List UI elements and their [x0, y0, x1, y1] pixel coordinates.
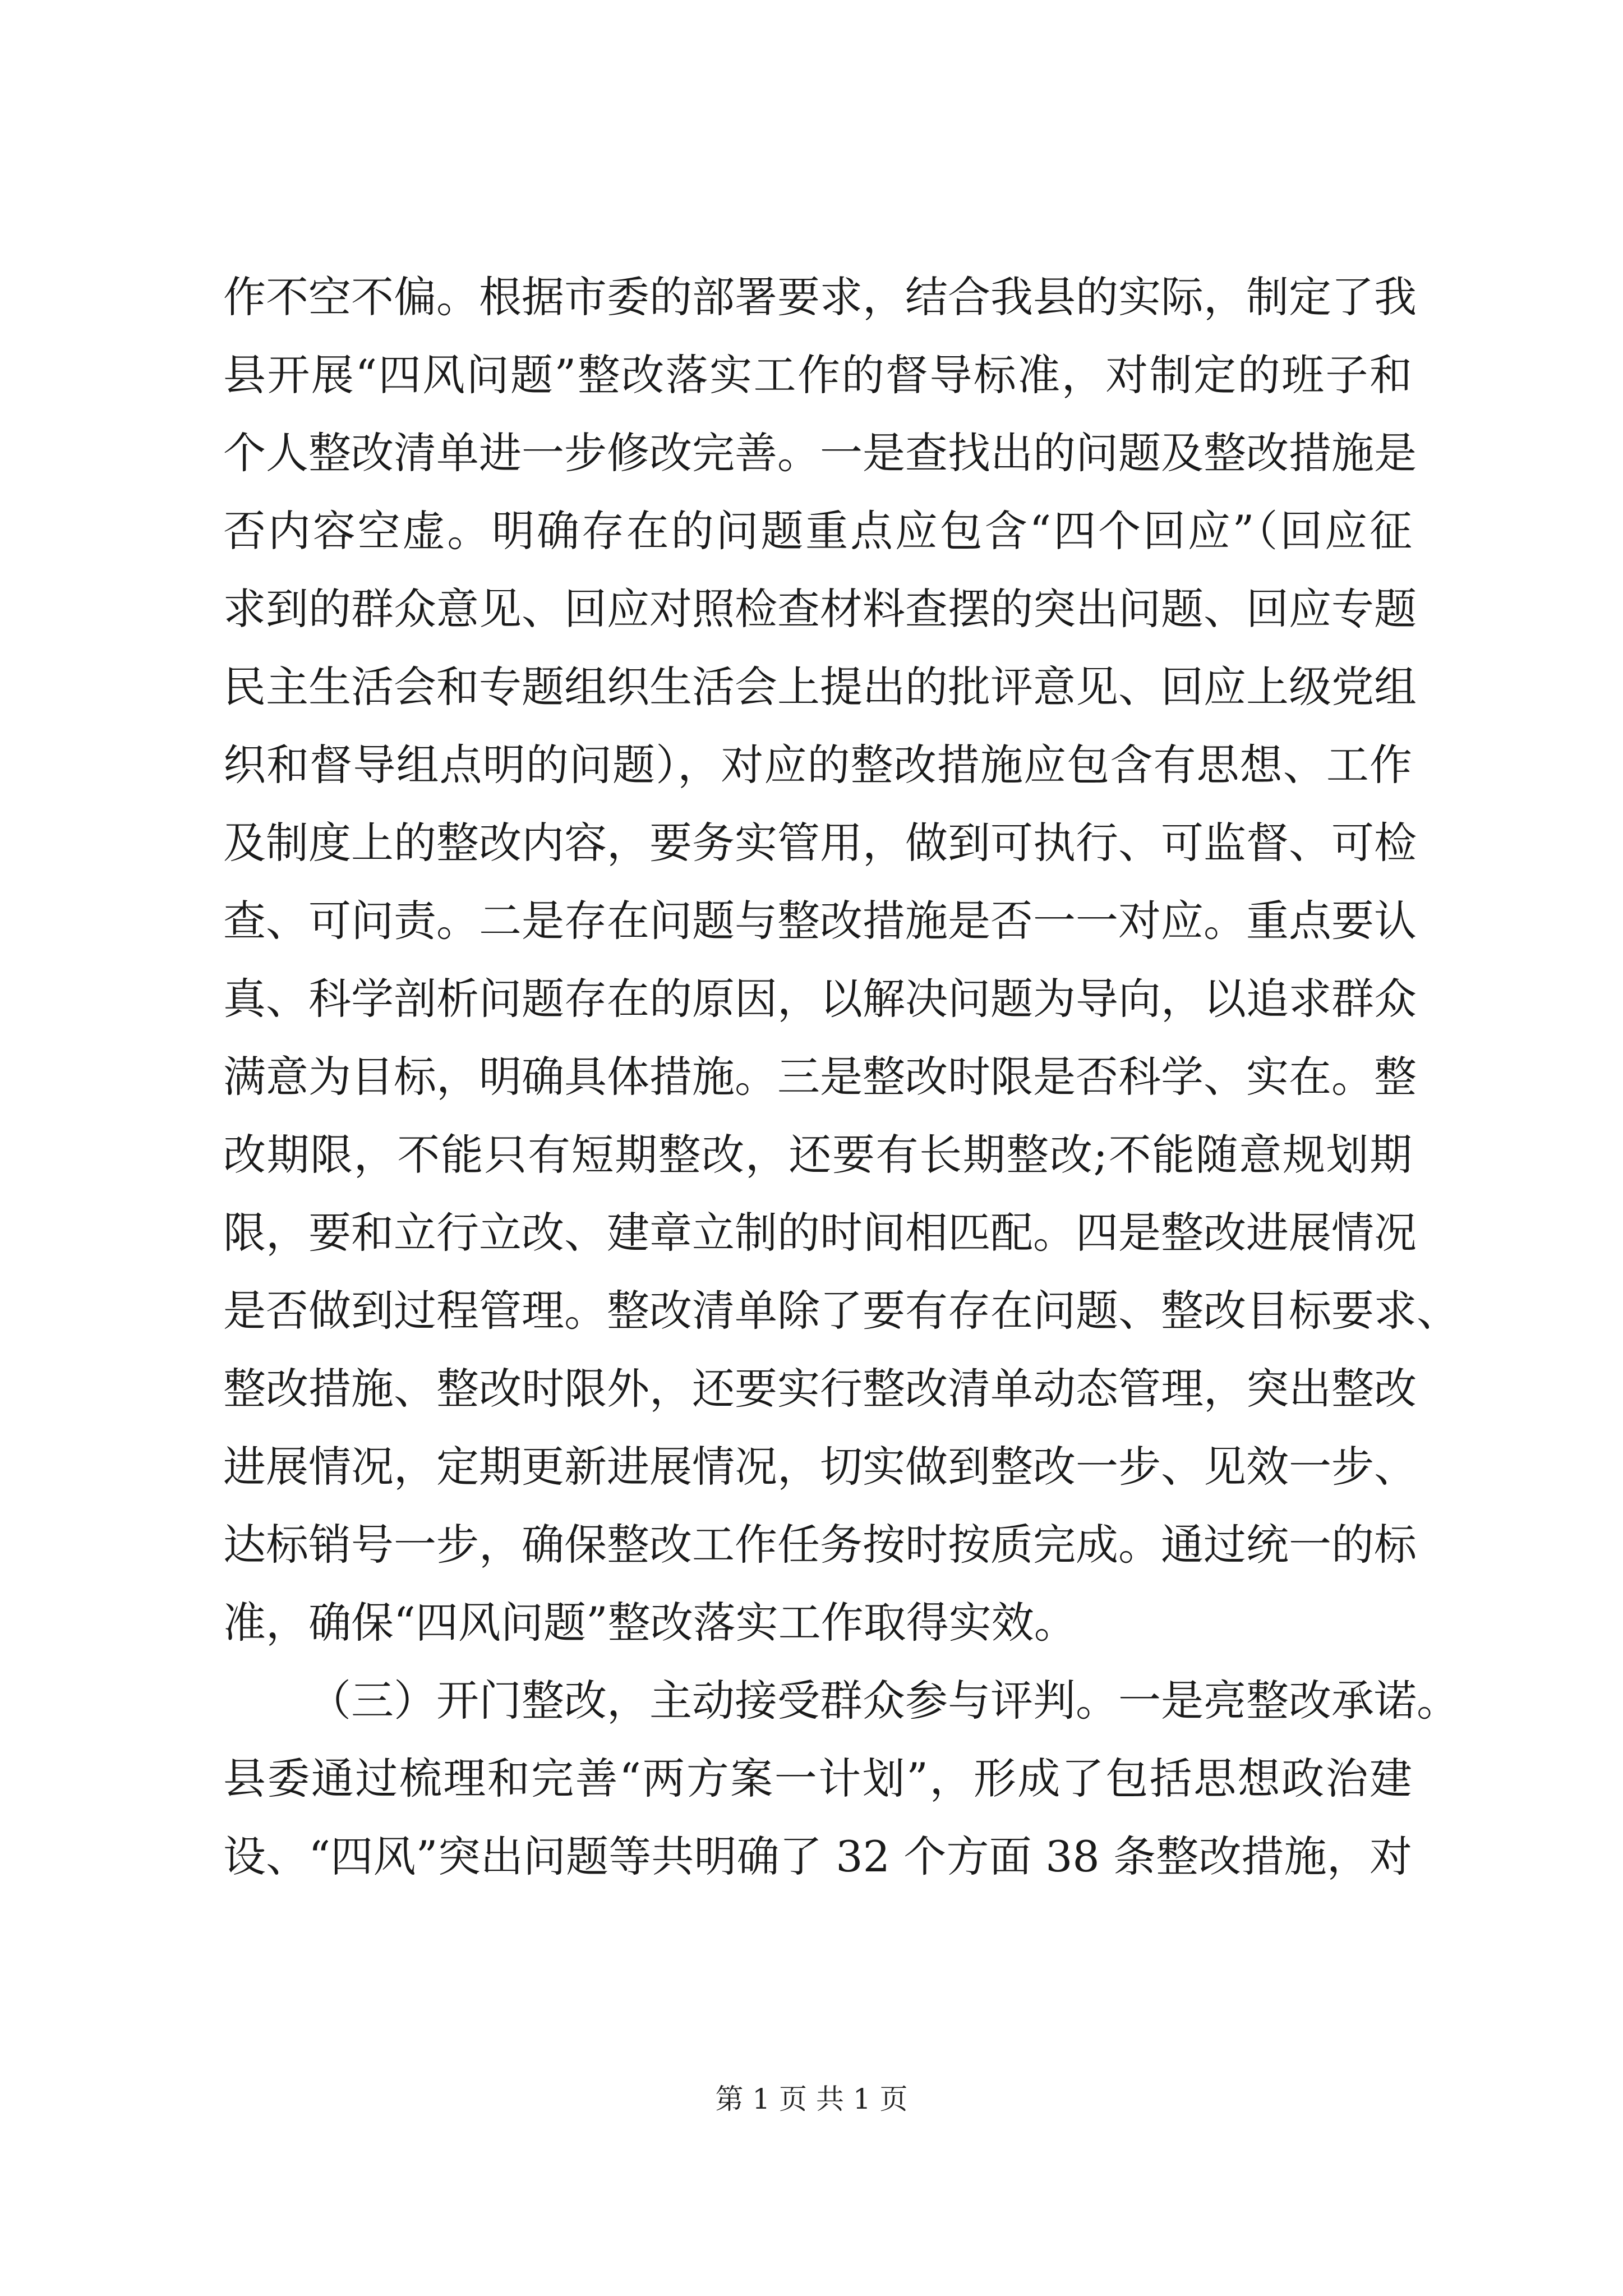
text-line-4: 否内容空虚。明确存在的问题重点应包含“四个回应”（回应征: [223, 506, 1412, 556]
text-line-3: 个人整改清单进一步修改完善。一是查找出的问题及整改措施是: [223, 428, 1417, 478]
text-line-10: 真、科学剖析问题存在的原因，以解决问题为导向，以追求群众: [223, 974, 1417, 1024]
text-line-9: 查、可问责。二是存在问题与整改措施是否一一对应。重点要认: [223, 896, 1417, 946]
text-line-5: 求到的群众意见、回应对照检查材料查摆的突出问题、回应专题: [223, 584, 1417, 634]
text-line-7: 织和督导组点明的问题），对应的整改措施应包含有思想、工作: [223, 740, 1412, 790]
page-number: 第 1 页 共 1 页: [715, 2083, 908, 2115]
paragraph-heading-line: （三）开门整改，主动接受群众参与评判。一是亮整改承诺。: [308, 1676, 1459, 1726]
text-line-15: 整改措施、整改时限外，还要实行整改清单动态管理，突出整改: [223, 1364, 1417, 1414]
text-line-6: 民主生活会和专题组织生活会上提出的批评意见、回应上级党组: [223, 662, 1417, 712]
text-line-21: 设、“四风”突出问题等共明确了 32 个方面 38 条整改措施，对: [223, 1832, 1412, 1881]
text-line-1: 作不空不偏。根据市委的部署要求，结合我县的实际，制定了我: [223, 272, 1417, 322]
document-body: [223, 258, 1459, 1895]
text-line-20: 县委通过梳理和完善“两方案一计划”，形成了包括思想政治建: [223, 1754, 1412, 1803]
text-line-13: 限，要和立行立改、建章立制的时间相匹配。四是整改进展情况: [223, 1208, 1417, 1258]
text-line-8: 及制度上的整改内容，要务实管用，做到可执行、可监督、可检: [223, 818, 1417, 868]
text-line-11: 满意为目标，明确具体措施。三是整改时限是否科学、实在。整: [223, 1052, 1417, 1102]
text-line-18: 准，确保“四风问题”整改落实工作取得实效。: [223, 1598, 1077, 1648]
text-line-17: 达标销号一步，确保整改工作任务按时按质完成。通过统一的标: [223, 1520, 1417, 1570]
text-line-2: 县开展“四风问题”整改落实工作的督导标准，对制定的班子和: [223, 350, 1412, 400]
page-footer: [0, 2082, 1623, 2116]
text-line-12: 改期限，不能只有短期整改，还要有长期整改;不能随意规划期: [223, 1130, 1412, 1180]
text-line-16: 进展情况，定期更新进展情况，切实做到整改一步、见效一步、: [223, 1442, 1417, 1492]
text-line-14: 是否做到过程管理。整改清单除了要有存在问题、整改目标要求、: [223, 1286, 1459, 1336]
